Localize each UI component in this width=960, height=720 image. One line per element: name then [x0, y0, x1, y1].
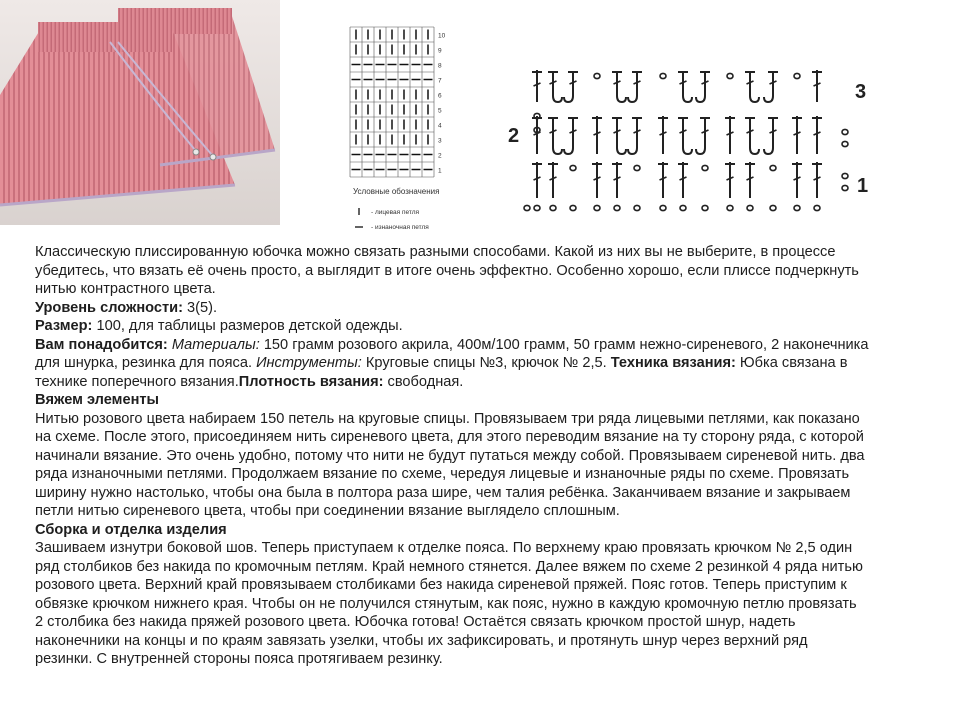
knitting-chart	[345, 22, 475, 232]
post-stitch-symbol	[658, 162, 668, 198]
chain-stitch-symbol	[770, 165, 776, 170]
tools-label: Инструменты:	[256, 355, 362, 371]
materials-label: Материалы:	[167, 336, 260, 353]
difficulty-line	[35, 299, 955, 318]
post-stitch-symbol	[725, 116, 735, 154]
assembly-line: 2 столбика без накида пряжей розового цвета. Юбочка готова! Остаётся связать крючком простой шнур, надеть	[35, 614, 796, 630]
post-stitch-symbol	[792, 162, 802, 198]
knit-row-number: 2	[438, 152, 442, 160]
post-stitch-symbol	[592, 116, 602, 154]
technique-label: Техника вязания:	[610, 355, 736, 371]
post-stitch-symbol	[725, 162, 735, 198]
knit-row-number: 6	[438, 92, 442, 100]
knit-row-number: 7	[438, 77, 442, 85]
tools-line	[35, 354, 955, 373]
post-stitch-symbol	[745, 162, 755, 198]
post-stitch-symbol	[548, 162, 558, 198]
density-label: Плотность вязания:	[238, 373, 384, 390]
row-label-1: 1	[857, 175, 869, 197]
heading-assembly: Сборка и отделка изделия	[35, 521, 227, 538]
crochet-chart	[505, 58, 885, 218]
hooked-stitch-symbol	[745, 72, 759, 102]
assembly-line: розового цвета. Верхний край провязываем столбиками без накида сиреневой пряжей. Пояс готов. Теперь приступим к	[35, 577, 847, 593]
post-stitch-symbol	[812, 162, 822, 198]
chain-stitch-symbol	[770, 205, 776, 210]
hooked-stitch-symbol	[564, 118, 578, 154]
row-label-2: 2	[508, 125, 520, 147]
density-value: свободная.	[383, 373, 464, 390]
chain-stitch-symbol	[534, 205, 540, 210]
legend-purl-text: - изнаночная петля	[371, 224, 429, 231]
post-stitch-symbol	[678, 162, 688, 198]
hooked-stitch-symbol	[764, 72, 778, 102]
chain-stitch-symbol	[727, 73, 733, 78]
technique-line2: технике поперечного вязания.	[35, 373, 239, 390]
post-stitch-symbol	[532, 70, 542, 102]
skirt-photo	[0, 0, 280, 225]
materials-line2: для шнурка, резинка для пояса.	[35, 355, 257, 371]
chain-stitch-symbol	[727, 205, 733, 210]
chain-stitch-symbol	[594, 73, 600, 78]
tools-value: Круговые спицы №3, крючок № 2,5.	[361, 355, 611, 371]
difficulty-label: Уровень сложности:	[35, 299, 183, 316]
materials-value: 150 грамм розового акрила, 400м/100 грамм, 50 грамм нежно-сиреневого, 2 наконечника	[259, 336, 869, 353]
post-stitch-symbol	[532, 162, 542, 198]
elements-line: Нитью розового цвета набираем 150 петель на круговые спицы. Провязываем три ряда лицевыми петлями, как показано	[35, 410, 860, 427]
knit-row-numbers	[438, 33, 446, 175]
post-stitch-symbol	[612, 162, 622, 198]
hooked-stitch-symbol	[628, 72, 642, 102]
size-value: 100, для таблицы размеров детской одежды.	[92, 318, 403, 334]
hooked-stitch-symbol	[764, 118, 778, 154]
chain-stitch-symbol	[660, 73, 666, 78]
crochet-symbols	[524, 70, 848, 211]
chain-stitch-symbol	[570, 205, 576, 210]
elements-line: на схеме. После этого, присоединяем нить сиреневого цвета, для этого переводим вязание на ту сторону ряда, с которой	[35, 429, 864, 445]
chain-stitch-symbol	[702, 165, 708, 170]
chain-stitch-symbol	[702, 205, 708, 210]
post-stitch-symbol	[532, 116, 542, 154]
elements-line: петли нитью сиреневого цвета, чтобы при соединении вязание выглядело сплошным.	[35, 503, 620, 519]
post-stitch-symbol	[812, 70, 822, 102]
hooked-stitch-symbol	[628, 118, 642, 154]
assembly-line: обвязке крючком нижнего края. Чтобы он не получился стянутым, как пояс, нужно в каждую кромочную петлю провязать	[35, 595, 857, 612]
difficulty-value: 3(5).	[182, 299, 218, 316]
knit-row-number: 8	[438, 62, 442, 70]
chain-stitch-symbol	[614, 205, 620, 210]
chain-stitch-symbol	[634, 205, 640, 210]
intro-line: нитью контрастного цвета.	[35, 281, 216, 297]
density-line	[35, 373, 955, 392]
hooked-stitch-symbol	[678, 72, 692, 102]
legend-knit-text: - лицевая петля	[371, 209, 420, 216]
needs-line	[35, 336, 955, 355]
knit-row-number: 1	[438, 167, 442, 175]
chain-stitch-symbol	[842, 129, 848, 134]
chain-stitch-symbol	[634, 165, 640, 170]
elements-line: ширину нужно настолько, чтобы она была в полтора раза шире, чем талия ребёнка. Заканчиваем вязание и закрываем	[35, 484, 851, 501]
chain-stitch-symbol	[594, 205, 600, 210]
hooked-stitch-symbol	[678, 118, 692, 154]
chain-stitch-symbol	[550, 205, 556, 210]
knit-row-number: 9	[438, 47, 442, 55]
hooked-stitch-symbol	[612, 72, 626, 102]
post-stitch-symbol	[812, 116, 822, 154]
chain-stitch-symbol	[680, 205, 686, 210]
hooked-stitch-symbol	[696, 72, 710, 102]
assembly-line: наконечники на концы и по краям завязать узелки, чтобы их зафиксировать, и протянуть шнур через верхний ряд	[35, 632, 808, 649]
technique-value: Юбка связана в	[735, 355, 848, 371]
elements-line: ряда изнаночными петлями. Продолжаем вязание по схеме, чередуя лицевые и изнаночные ряды по схеме. Провязать	[35, 466, 850, 482]
pleated-skirt-image	[0, 0, 280, 225]
chain-stitch-symbol	[660, 205, 666, 210]
need-label: Вам понадобится:	[35, 336, 168, 353]
chain-stitch-symbol	[814, 205, 820, 210]
assembly-line: Зашиваем изнутри боковой шов. Теперь приступаем к отделке пояса. По верхнему краю провязать крючком № 2,5 один	[35, 540, 853, 556]
assembly-line: ряд столбиков без накида по кромочным петлям. Край немного стянется. Далее вяжем по схеме 2 резинкой 4 ряда нитью	[35, 558, 863, 575]
post-stitch-symbol	[658, 116, 668, 154]
legend-title: Условные обозначения	[353, 187, 440, 196]
post-stitch-symbol	[592, 162, 602, 198]
intro-line: Классическую плиссированную юбочка можно связать разными способами. Какой из них вы не выберите, в процессе	[35, 244, 836, 260]
knit-row-number: 4	[438, 122, 442, 130]
elements-line: начинали вязание. Это очень удобно, потому что нити не будут путаться между собой. Провязываем сиреневой нить. два	[35, 447, 865, 464]
hooked-stitch-symbol	[696, 118, 710, 154]
chain-stitch-symbol	[842, 185, 848, 190]
assembly-line: резинки. С внутренней стороны пояса протягиваем резинку.	[35, 651, 443, 667]
knit-row-number: 10	[438, 32, 446, 40]
size-line	[35, 317, 955, 336]
chain-stitch-symbol	[842, 173, 848, 178]
chain-stitch-symbol	[747, 205, 753, 210]
hooked-stitch-symbol	[564, 72, 578, 102]
intro-line: убедитесь, что вязать её очень просто, а выглядит в итоге очень эффектно. Особенно хорошо, если плиссе подчеркнуть	[35, 262, 859, 279]
heading-elements: Вяжем элементы	[35, 392, 160, 408]
chain-stitch-symbol	[842, 141, 848, 146]
chain-stitch-symbol	[570, 165, 576, 170]
hooked-stitch-symbol	[612, 118, 626, 154]
knit-grid	[350, 27, 434, 177]
article-text	[35, 243, 955, 669]
size-label: Размер:	[35, 318, 93, 334]
hooked-stitch-symbol	[745, 118, 759, 154]
knit-row-number: 5	[438, 107, 442, 115]
hooked-stitch-symbol	[548, 72, 562, 102]
chain-stitch-symbol	[794, 73, 800, 78]
hooked-stitch-symbol	[548, 118, 562, 154]
chain-stitch-symbol	[794, 205, 800, 210]
knit-row-number: 3	[438, 137, 442, 145]
row-label-3: 3	[855, 81, 867, 103]
chain-stitch-symbol	[524, 205, 530, 210]
post-stitch-symbol	[792, 116, 802, 154]
